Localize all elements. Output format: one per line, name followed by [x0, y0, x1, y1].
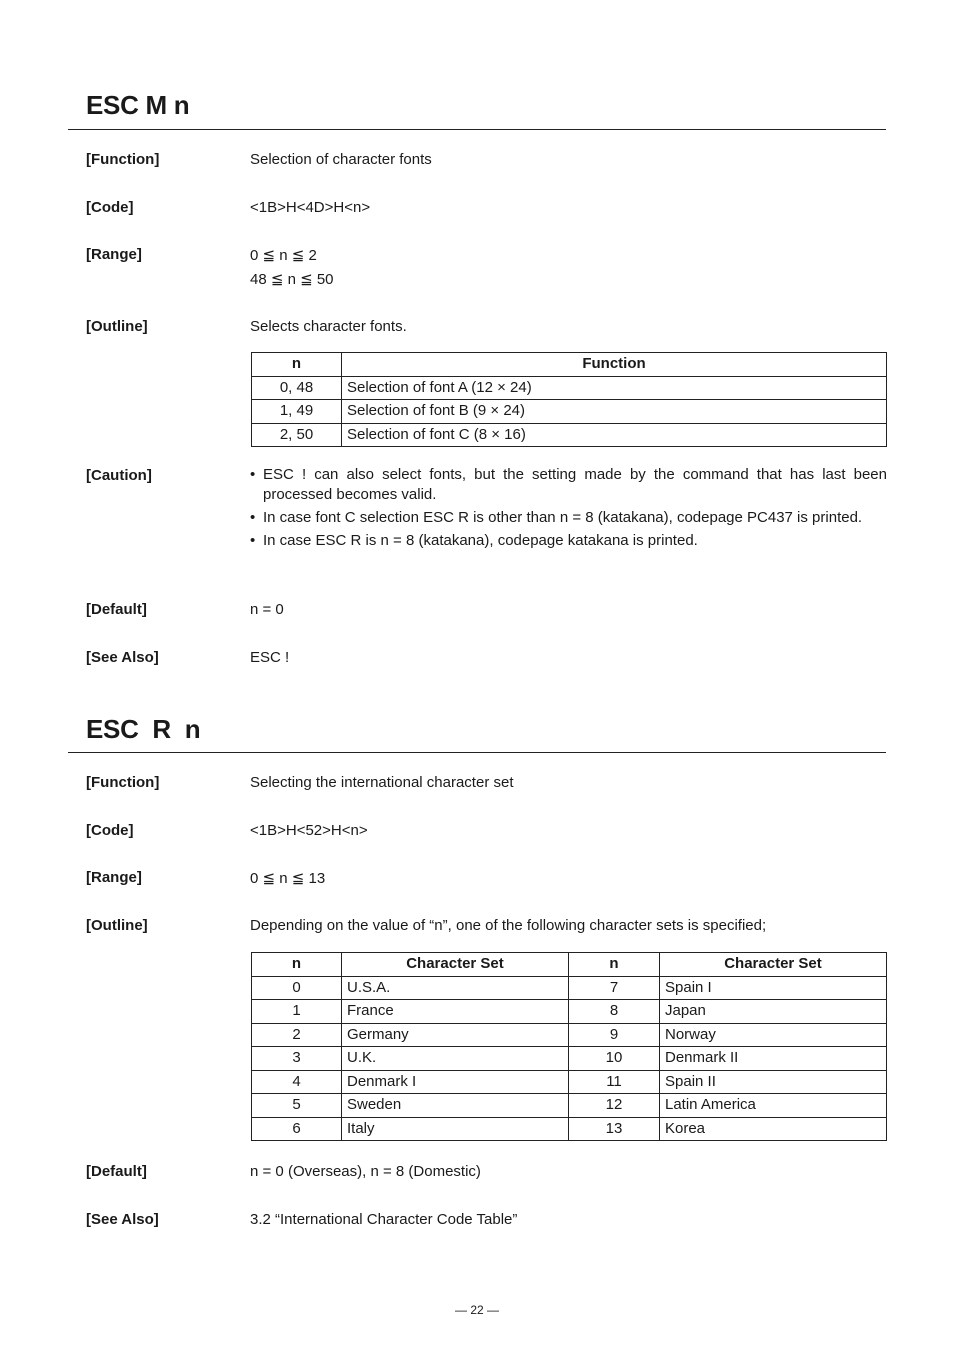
section-title-esc-m: ESC M n	[86, 90, 190, 120]
table-cell: U.S.A.	[342, 976, 569, 1000]
table-header-row	[252, 353, 887, 377]
outline-text: Selects character fonts.	[250, 318, 407, 335]
table-row	[252, 1023, 887, 1047]
table-row	[252, 1070, 887, 1094]
range-line: 0 ≦ n ≦ 2	[250, 247, 317, 264]
table-row	[252, 400, 887, 424]
outline-text: Depending on the value of “n”, one of the following character sets is specified;	[250, 917, 767, 934]
table-cell: Norway	[660, 1023, 887, 1047]
default-label: [Default]	[86, 601, 147, 618]
column-header: Character Set	[660, 953, 887, 977]
range-line: 48 ≦ n ≦ 50	[250, 271, 334, 288]
section-divider	[68, 129, 886, 130]
function-text: Selecting the international character set	[250, 774, 514, 791]
table-row	[252, 376, 887, 400]
table-cell: Italy	[342, 1117, 569, 1141]
table-cell: Selection of font C (8 × 16)	[342, 423, 887, 447]
table-cell: 12	[569, 1094, 660, 1118]
column-header: Character Set	[342, 953, 569, 977]
column-header: Function	[342, 353, 887, 377]
table-header-row	[252, 953, 887, 977]
table-cell: 11	[569, 1070, 660, 1094]
table-cell: Spain II	[660, 1070, 887, 1094]
see-also-label: [See Also]	[86, 649, 159, 666]
table-cell: 2, 50	[252, 423, 342, 447]
table-row	[252, 1094, 887, 1118]
table-row	[252, 1117, 887, 1141]
character-set-table	[251, 952, 887, 1141]
caution-item: • In case font C selection ESC R is other than n = 8 (katakana), codepage PC437 is printed.	[250, 508, 887, 528]
table-cell: Denmark II	[660, 1047, 887, 1071]
table-row	[252, 1000, 887, 1024]
table-cell: Denmark I	[342, 1070, 569, 1094]
table-cell: Sweden	[342, 1094, 569, 1118]
page-number: — 22 —	[454, 1303, 499, 1317]
code-label: [Code]	[86, 199, 134, 216]
code-text: <1B>H<52>H<n>	[250, 822, 368, 839]
column-header: n	[252, 353, 342, 377]
caution-label: [Caution]	[86, 467, 152, 484]
table-cell: 10	[569, 1047, 660, 1071]
table-cell: Japan	[660, 1000, 887, 1024]
range-label: [Range]	[86, 869, 142, 886]
table-cell: 0	[252, 976, 342, 1000]
table-cell: 7	[569, 976, 660, 1000]
function-label: [Function]	[86, 774, 160, 791]
table-cell: Selection of font B (9 × 24)	[342, 400, 887, 424]
table-cell: U.K.	[342, 1047, 569, 1071]
function-label: [Function]	[86, 151, 160, 168]
caution-item: • In case ESC R is n = 8 (katakana), codepage katakana is printed.	[250, 531, 887, 551]
table-cell: 8	[569, 1000, 660, 1024]
default-text: n = 0 (Overseas), n = 8 (Domestic)	[250, 1163, 481, 1180]
table-cell: Korea	[660, 1117, 887, 1141]
outline-label: [Outline]	[86, 917, 148, 934]
table-cell: 2	[252, 1023, 342, 1047]
font-selection-table	[251, 352, 887, 447]
table-row	[252, 1047, 887, 1071]
outline-label: [Outline]	[86, 318, 148, 335]
see-also-text: ESC !	[250, 649, 290, 666]
table-cell: Germany	[342, 1023, 569, 1047]
range-text: 0 ≦ n ≦ 13	[250, 870, 326, 887]
table-cell: 1, 49	[252, 400, 342, 424]
code-label: [Code]	[86, 822, 134, 839]
default-text: n = 0	[250, 601, 284, 618]
table-cell: Selection of font A (12 × 24)	[342, 376, 887, 400]
table-cell: 5	[252, 1094, 342, 1118]
column-header: n	[569, 953, 660, 977]
section-title-esc-r: ESC R n	[86, 714, 201, 744]
range-label: [Range]	[86, 246, 142, 263]
table-cell: France	[342, 1000, 569, 1024]
function-text: Selection of character fonts	[250, 151, 432, 168]
see-also-label: [See Also]	[86, 1211, 159, 1228]
see-also-text: 3.2 “International Character Code Table”	[250, 1211, 518, 1228]
table-row	[252, 976, 887, 1000]
table-cell: 6	[252, 1117, 342, 1141]
table-row	[252, 423, 887, 447]
caution-item: • ESC ! can also select fonts, but the setting made by the command that has last been processed becomes valid.	[250, 465, 887, 505]
default-label: [Default]	[86, 1163, 147, 1180]
table-cell: 1	[252, 1000, 342, 1024]
table-cell: 4	[252, 1070, 342, 1094]
section-divider	[68, 752, 886, 753]
table-cell: Latin America	[660, 1094, 887, 1118]
code-text: <1B>H<4D>H<n>	[250, 199, 371, 216]
table-cell: 9	[569, 1023, 660, 1047]
table-cell: 0, 48	[252, 376, 342, 400]
column-header: n	[252, 953, 342, 977]
table-cell: 13	[569, 1117, 660, 1141]
table-cell: 3	[252, 1047, 342, 1071]
table-cell: Spain I	[660, 976, 887, 1000]
caution-list	[250, 465, 887, 554]
